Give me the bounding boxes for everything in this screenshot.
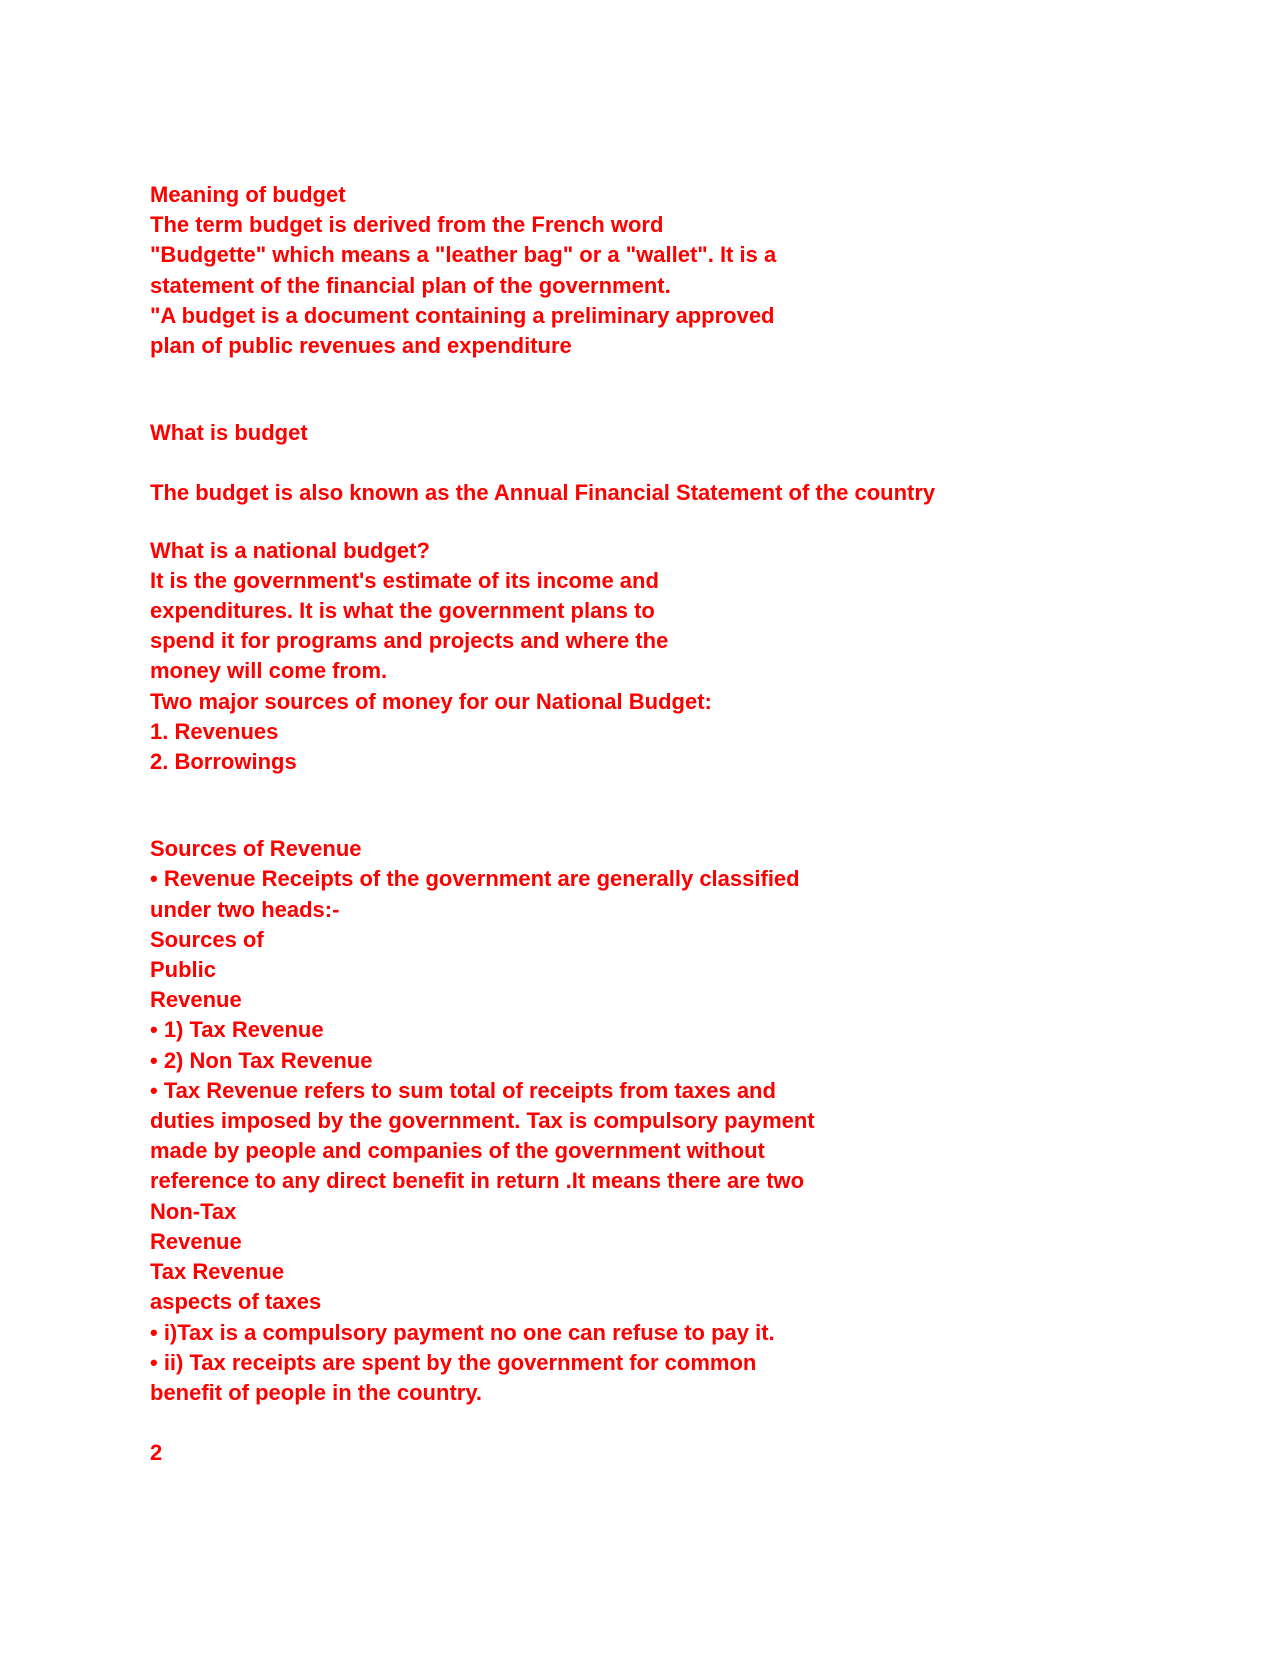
paragraph-line: Public bbox=[150, 957, 217, 983]
paragraph-line: under two heads:- bbox=[150, 896, 340, 922]
paragraph-line: The term budget is derived from the French word bbox=[150, 212, 664, 238]
list-item: • 2) Non Tax Revenue bbox=[150, 1047, 373, 1073]
paragraph-line: Non-Tax bbox=[150, 1198, 237, 1224]
paragraph-line: spend it for programs and projects and where the bbox=[150, 628, 669, 654]
paragraph-line: Revenue bbox=[150, 1228, 242, 1254]
paragraph-line: benefit of people in the country. bbox=[150, 1379, 483, 1405]
section-heading: What is budget bbox=[150, 420, 308, 446]
paragraph-line: aspects of taxes bbox=[150, 1289, 322, 1315]
paragraph-line: Revenue bbox=[150, 987, 242, 1013]
spacer bbox=[150, 1408, 1150, 1438]
paragraph-line: reference to any direct benefit in return .It means there are two bbox=[150, 1168, 805, 1194]
list-item: 2. Borrowings bbox=[150, 749, 297, 775]
page-number: 2 bbox=[150, 1440, 163, 1466]
paragraph-line: money will come from. bbox=[150, 658, 388, 684]
paragraph-line: plan of public revenues and expenditure bbox=[150, 333, 572, 359]
section-heading: Meaning of budget bbox=[150, 182, 346, 207]
spacer bbox=[150, 361, 1150, 418]
paragraph-line: "Budgette" which means a "leather bag" or a "wallet". It is a bbox=[150, 242, 777, 268]
section-meaning-of-budget bbox=[150, 180, 1150, 361]
paragraph-line: The budget is also known as the Annual Financial Statement of the country bbox=[150, 480, 936, 506]
section-heading: Sources of Revenue bbox=[150, 836, 362, 862]
paragraph-line: statement of the financial plan of the government. bbox=[150, 272, 671, 298]
list-item: • i)Tax is a compulsory payment no one can refuse to pay it. bbox=[150, 1319, 775, 1345]
paragraph-line: made by people and companies of the government without bbox=[150, 1138, 765, 1164]
list-item: 1. Revenues bbox=[150, 718, 279, 744]
paragraph-line: • Revenue Receipts of the government are generally classified bbox=[150, 866, 800, 892]
paragraph-line: duties imposed by the government. Tax is compulsory payment bbox=[150, 1108, 815, 1134]
paragraph-line: Tax Revenue bbox=[150, 1259, 285, 1285]
list-item: • Tax Revenue refers to sum total of receipts from taxes and bbox=[150, 1077, 776, 1103]
section-sources-of-revenue bbox=[150, 834, 1150, 1408]
spacer bbox=[150, 777, 1150, 834]
list-item: • 1) Tax Revenue bbox=[150, 1017, 324, 1043]
document-page bbox=[150, 180, 1150, 1468]
paragraph-line: It is the government's estimate of its income and bbox=[150, 567, 659, 593]
section-heading: What is a national budget? bbox=[150, 537, 430, 563]
list-item: • ii) Tax receipts are spent by the government for common bbox=[150, 1349, 757, 1375]
paragraph-line: Sources of bbox=[150, 926, 264, 952]
spacer bbox=[150, 509, 1150, 536]
paragraph-line: expenditures. It is what the government plans to bbox=[150, 598, 655, 624]
paragraph-line: Two major sources of money for our National Budget: bbox=[150, 688, 712, 714]
section-national-budget bbox=[150, 536, 1150, 778]
paragraph-line: "A budget is a document containing a preliminary approved bbox=[150, 302, 775, 328]
spacer bbox=[150, 448, 1150, 478]
section-what-is-budget bbox=[150, 418, 1150, 508]
